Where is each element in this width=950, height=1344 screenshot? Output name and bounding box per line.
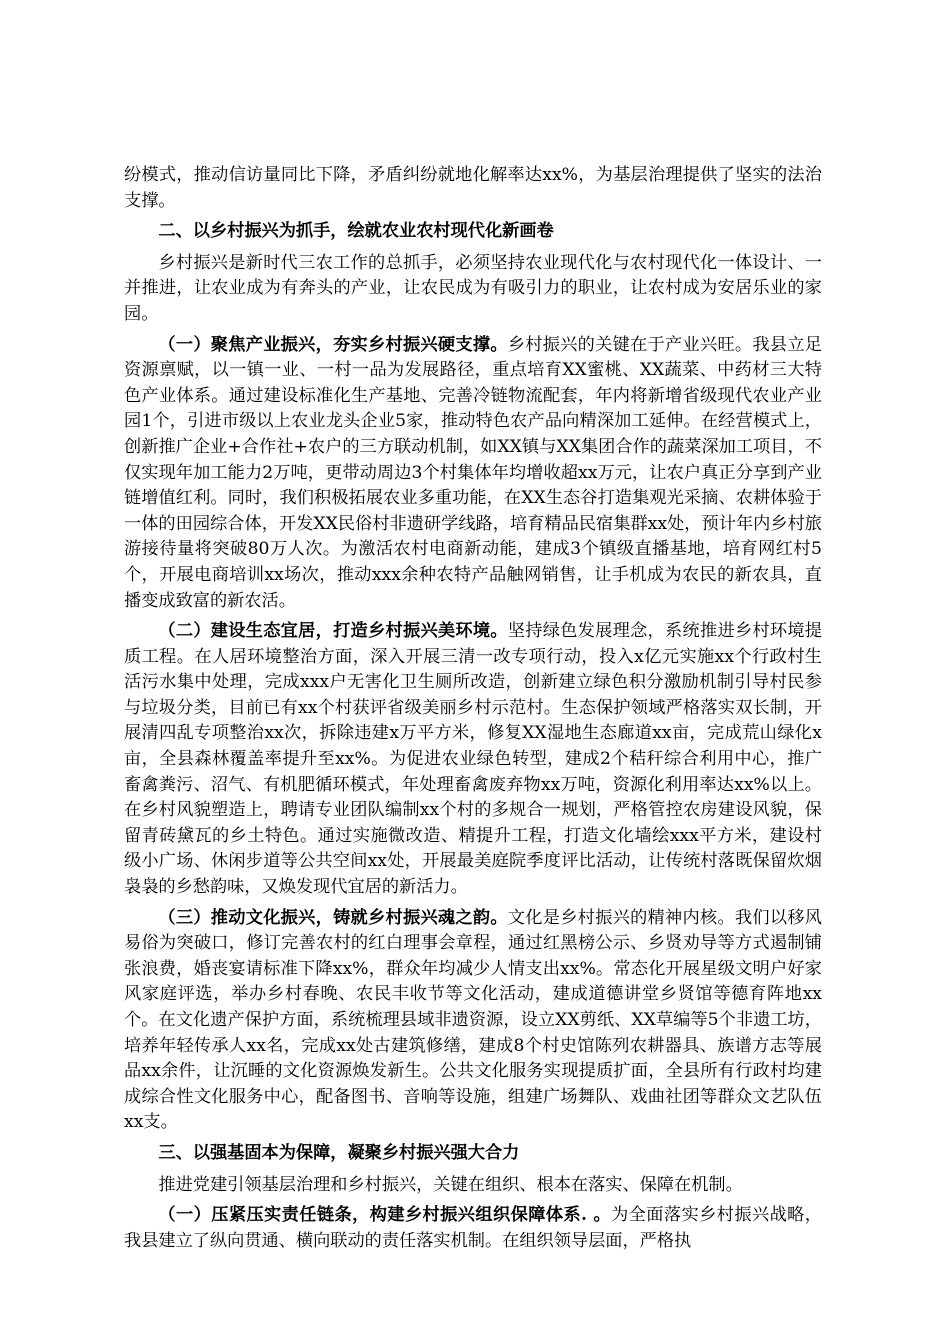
section-2-heading: 二、以乡村振兴为抓手，绘就农业农村现代化新画卷 bbox=[158, 221, 554, 242]
section-3-item-1-lead: （一）压紧压实责任链条，构建乡村振兴组织保障体系. 。 bbox=[158, 1205, 612, 1226]
document-page bbox=[124, 163, 822, 1259]
section-2-item-2 bbox=[124, 619, 822, 901]
section-2-item-1-lead: （一）聚焦产业振兴，夯实乡村振兴硬支撑。 bbox=[158, 334, 508, 355]
section-2-intro: 乡村振兴是新时代三农工作的总抓手，必须坚持农业现代化与农村现代化一体设计、一并推进，让农业成为有奔头的产业，让农民成为有吸引力的职业，让农村成为安居乐业的家园。 bbox=[124, 252, 822, 324]
section-3-item-1-body: 为全面落实乡村振兴战略，我县建立了纵向贯通、横向联动的责任落实机制。在组织领导层面，严格执 bbox=[124, 1205, 822, 1251]
section-2-item-3-body: 文化是乡村振兴的精神内核。我们以移风易俗为突破口，修订完善农村的红白理事会章程，通过红黑榜公示、乡贤劝导等方式遏制铺张浪费，婚丧宴请标准下降xx%，群众年均减少人情支出xx%。常态化开展星级文明户好家风家庭评选，举办乡村春晚、农民丰收节等文化活动，建成道德讲堂乡贤馆等德育阵地xx个。在文化遗产保护方面，系统梳理县域非遗资源，设立XX剪纸、XX草编等5个非遗工坊，培养年轻传承人xx名，完成xx处古建筑修缮，建成8个村史馆陈列农耕器具、族谱方志等展品xx余件，让沉睡的文化资源焕发新生。公共文化服务实现提质扩面，全县所有行政村均建成综合性文化服务中心，配备图书、音响等设施，组建广场舞队、戏曲社团等群众文艺队伍xx支。 bbox=[124, 907, 822, 1133]
section-3-intro: 推进党建引领基层治理和乡村振兴，关键在组织、根本在落实、保障在机制。 bbox=[158, 1174, 743, 1195]
section-2-item-3 bbox=[124, 906, 822, 1136]
section-2-item-3-lead: （三）推动文化振兴，铸就乡村振兴魂之韵。 bbox=[158, 907, 508, 928]
section-2-item-1-body: 乡村振兴的关键在于产业兴旺。我县立足资源禀赋，以一镇一业、一村一品为发展路径，重点培育XX蜜桃、XX蔬菜、中药材三大特色产业体系。通过建设标准化生产基地、完善冷链物流配套，年内将新增省级现代农业产业园1个，引进市级以上农业龙头企业5家，推动特色农产品向精深加工延伸。在经营模式上，创新推广企业+合作社+农户的三方联动机制，如XX镇与XX集团合作的蔬菜深加工项目，不仅实现年加工能力2万吨，更带动周边3个村集体年均增收超xx万元，让农户真正分享到产业链增值红利。同时，我们积极拓展农业多重功能，在XX生态谷打造集观光采摘、农耕体验于一体的田园综合体，开发XX民俗村非遗研学线路，培育精品民宿集群xx处，预计年内乡村旅游接待量将突破80万人次。为激活农村电商新动能，建成3个镇级直播基地，培育网红村5个，开展电商培训xx场次，推动xxx余种农特产品触网销售，让手机成为农民的新农具，直播变成致富的新农活。 bbox=[124, 334, 822, 611]
section-3-heading: 三、以强基固本为保障，凝聚乡村振兴强大合力 bbox=[158, 1142, 520, 1163]
section-3-item-1 bbox=[124, 1203, 822, 1254]
continued-paragraph: 纷模式，推动信访量同比下降，矛盾纠纷就地化解率达xx%，为基层治理提供了坚实的法治支撑。 bbox=[124, 165, 822, 211]
section-2-item-2-lead: （二）建设生态宜居，打造乡村振兴美环境。 bbox=[158, 621, 508, 642]
section-2-item-1 bbox=[124, 333, 822, 615]
section-2-item-2-body: 坚持绿色发展理念，系统推进乡村环境提质工程。在人居环境整治方面，深入开展三清一改专项行动，投入x亿元实施xx个行政村生活污水集中处理，完成xxx户无害化卫生厕所改造，创新建立绿色积分激励机制引导村民参与垃圾分类，目前已有xx个村获评省级美丽乡村示范村。生态保护领域严格落实双长制，开展清四乱专项整治xx次，拆除违建x万平方米，修复XX湿地生态廊道xx亩，完成荒山绿化x亩，全县森林覆盖率提升至xx%。为促进农业绿色转型，建成2个秸秆综合利用中心，推广畜禽粪污、沼气、有机肥循环模式，年处理畜禽废弃物xx万吨，资源化利用率达xx%以上。在乡村风貌塑造上，聘请专业团队编制xx个村的多规合一规划，严格管控农房建设风貌，保留青砖黛瓦的乡土特色。通过实施微改造、精提升工程，打造文化墙绘xxx平方米，建设村级小广场、休闲步道等公共空间xx处，开展最美庭院季度评比活动，让传统村落既保留炊烟袅袅的乡愁韵味，又焕发现代宜居的新活力。 bbox=[124, 621, 822, 898]
